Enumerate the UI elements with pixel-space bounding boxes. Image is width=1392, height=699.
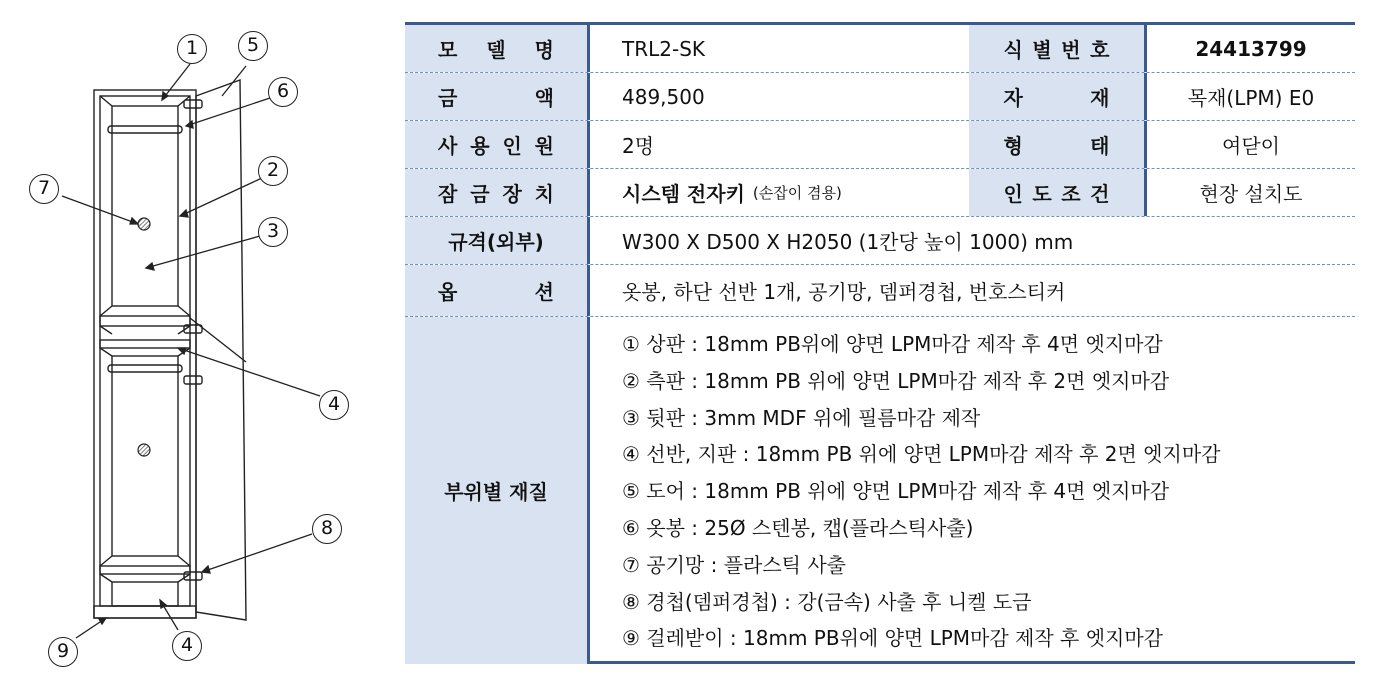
label-size: 규격(외부) <box>405 217 590 264</box>
callout-5: 5 <box>238 31 268 61</box>
material-item-9: ⑨ 걸레받이 : 18mm PB위에 양면 LPM마감 제작 후 엣지마감 <box>622 626 1163 651</box>
material-item-5: ⑤ 도어 : 18mm PB 위에 양면 LPM마감 제작 후 4면 엣지마감 <box>622 479 1170 504</box>
label-model <box>405 25 590 72</box>
row-model <box>405 25 1355 73</box>
label-price <box>405 73 590 120</box>
label-char: 도 <box>1032 182 1052 206</box>
label-char: 조 <box>1061 182 1081 206</box>
callout-7: 7 <box>29 174 59 204</box>
material-item-8: ⑧ 경첩(뎀퍼경첩) : 강(금속) 사출 후 니켈 도금 <box>622 589 1032 614</box>
upper-vent <box>138 218 150 230</box>
door-panel <box>196 80 246 620</box>
row-size <box>405 217 1355 265</box>
label-char: 금 <box>438 86 458 110</box>
value-option: 옷봉, 하단 선반 1개, 공기망, 뎀퍼경첩, 번호스티커 <box>622 280 1066 304</box>
spec-table <box>405 22 1355 664</box>
lower-rod <box>108 365 182 372</box>
value-price: 489,500 <box>622 84 705 109</box>
material-item-3: ③ 뒷판 : 3mm MDF 위에 필름마감 제작 <box>622 405 981 430</box>
callout-4-upper: 4 <box>319 390 349 420</box>
callout-4-lower: 4 <box>172 631 202 661</box>
label-char: 형 <box>1003 134 1023 158</box>
label-char: 모 <box>438 38 458 62</box>
row-lock <box>405 169 1355 217</box>
row-capacity <box>405 121 1355 169</box>
callout-3: 3 <box>258 217 288 247</box>
label-char: 액 <box>534 86 554 110</box>
value-model: TRL2-SK <box>622 36 706 61</box>
label-char: 용 <box>470 134 490 158</box>
callout-1: 1 <box>177 34 207 64</box>
callout-6: 6 <box>268 77 298 107</box>
value-delivery: 현장 설치도 <box>1199 182 1303 206</box>
material-item-7: ⑦ 공기망 : 플라스틱 사출 <box>622 552 846 577</box>
material-item-4: ④ 선반, 지판 : 18mm PB 위에 양면 LPM마감 제작 후 2면 엣지마감 <box>622 442 1221 467</box>
label-capacity <box>405 121 590 168</box>
label-char: 델 <box>486 38 506 62</box>
lock-type: 시스템 전자키 <box>622 182 745 206</box>
label-char: 원 <box>534 134 554 158</box>
label-lock <box>405 169 590 216</box>
label-char: 자 <box>1003 86 1023 110</box>
label-char: 태 <box>1090 134 1110 158</box>
divider-shelf <box>100 316 190 326</box>
label-char: 별 <box>1032 38 1052 62</box>
label-char: 인 <box>502 134 522 158</box>
material-item-6: ⑥ 옷봉 : 25Ø 스텐봉, 캡(플라스틱사출) <box>622 515 974 540</box>
label-char: 식 <box>1003 38 1023 62</box>
row-price <box>405 73 1355 121</box>
upper-back-panel <box>112 106 178 306</box>
lower-vent <box>138 444 150 456</box>
label-char: 명 <box>534 38 554 62</box>
label-material <box>969 73 1147 120</box>
upper-rod <box>108 126 182 133</box>
lock-note: (손잡이 겸용) <box>752 184 842 202</box>
lower-top-shelf <box>100 340 190 348</box>
label-type <box>969 121 1147 168</box>
label-option <box>405 265 590 316</box>
label-delivery <box>969 169 1147 216</box>
label-char: 장 <box>502 182 522 206</box>
label-char: 치 <box>534 182 554 206</box>
material-item-1: ① 상판 : 18mm PB위에 양면 LPM마감 제작 후 4면 엣지마감 <box>622 332 1163 356</box>
value-size: W300 X D500 X H2050 (1칸당 높이 1000) mm <box>622 230 1074 254</box>
label-char: 건 <box>1090 182 1110 206</box>
label-id <box>969 25 1147 72</box>
value-lock <box>590 169 969 216</box>
row-materials <box>405 317 1355 664</box>
value-material: 목재(LPM) E0 <box>1187 86 1315 110</box>
label-char: 사 <box>438 134 458 158</box>
value-capacity: 2명 <box>622 134 655 158</box>
label-char: 재 <box>1090 86 1110 110</box>
value-type: 여닫이 <box>1222 134 1280 158</box>
locker-drawing <box>0 0 400 699</box>
carcass-inner <box>100 96 190 606</box>
callout-8: 8 <box>312 514 342 544</box>
callout-9: 9 <box>48 637 78 667</box>
locker-illustration <box>0 0 400 699</box>
bottom-shelf <box>100 566 190 574</box>
label-char: 번 <box>1061 38 1081 62</box>
material-item-2: ② 측판 : 18mm PB 위에 양면 LPM마감 제작 후 2면 엣지마감 <box>622 368 1170 393</box>
label-char: 금 <box>470 182 490 206</box>
label-materials: 부위별 재질 <box>405 317 590 664</box>
label-char: 인 <box>1003 182 1023 206</box>
label-char: 잠 <box>438 182 458 206</box>
label-char: 옵 <box>438 280 458 304</box>
plinth <box>94 606 196 618</box>
value-id: 24413799 <box>1195 36 1307 61</box>
materials-list <box>622 317 1220 657</box>
label-char: 호 <box>1090 38 1110 62</box>
row-option <box>405 265 1355 317</box>
label-char: 션 <box>534 280 554 304</box>
callout-2: 2 <box>258 156 288 186</box>
